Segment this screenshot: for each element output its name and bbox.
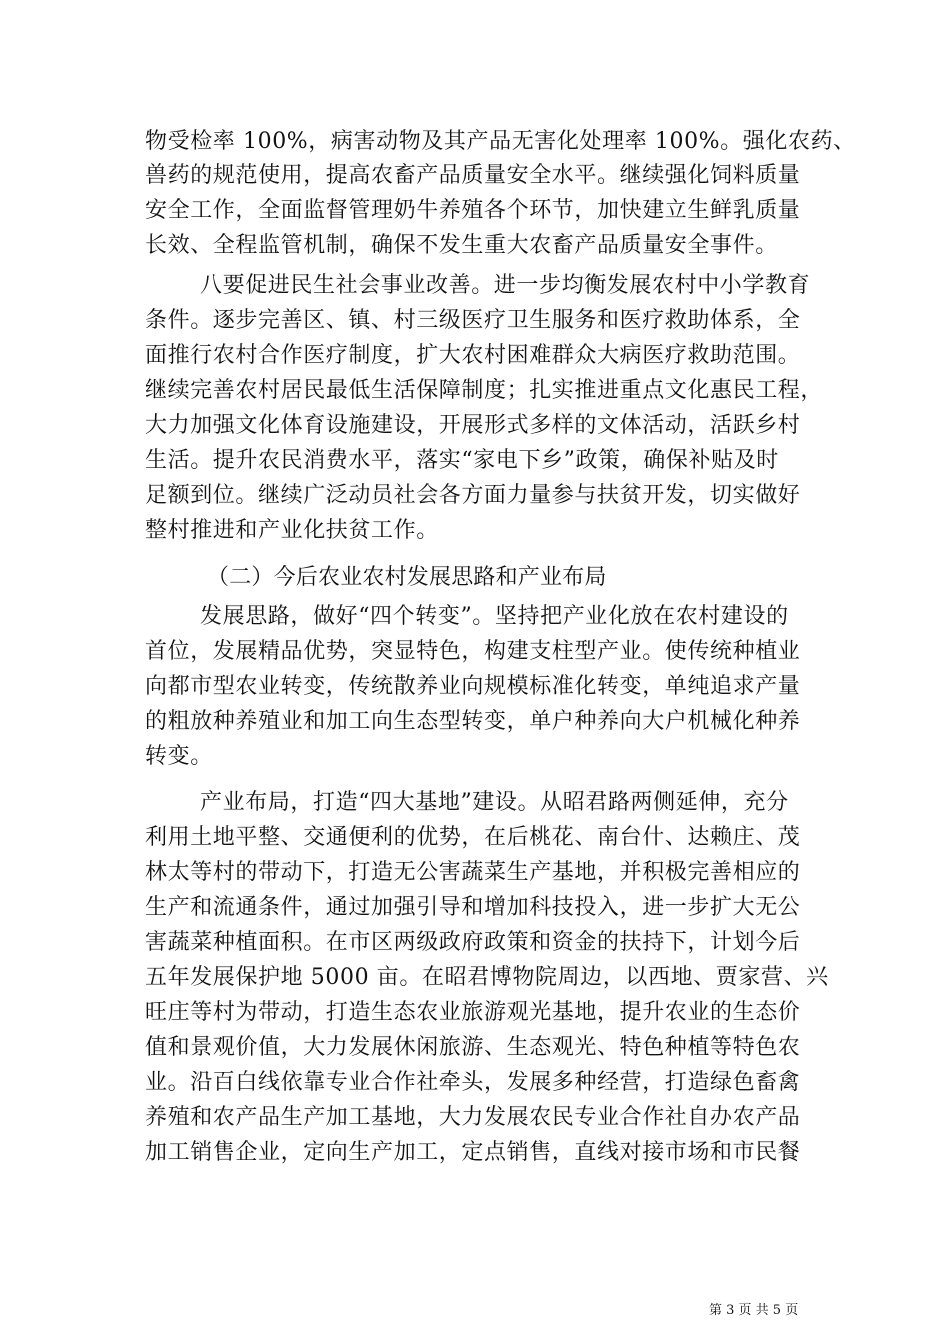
text-line: 继续完善农村居民最低生活保障制度；扎实推进重点文化惠民工程，: [145, 378, 824, 403]
text-line: 发展思路，做好“四个转变”。坚持把产业化放在农村建设的: [200, 604, 789, 629]
text-line: 害蔬菜种植面积。在市区两级政府政策和资金的扶持下，计划今后: [145, 930, 801, 955]
text-line: 兽药的规范使用，提高农畜产品质量安全水平。继续强化饲料质量: [145, 163, 801, 188]
text-line: 值和景观价值，大力发展休闲旅游、生态观光、特色种植等特色农: [145, 1035, 801, 1060]
text-line: 整村推进和产业化扶贫工作。: [145, 518, 439, 543]
text-line: 物受检率 100%，病害动物及其产品无害化处理率 100%。强化农药、: [145, 129, 856, 154]
text-line: 转变。: [145, 744, 213, 769]
text-line: 条件。逐步完善区、镇、村三级医疗卫生服务和医疗救助体系，全: [145, 308, 801, 333]
text-line: 业。沿百白线依靠专业合作社牵头，发展多种经营，打造绿色畜禽: [145, 1070, 801, 1095]
text-line: 林太等村的带动下，打造无公害蔬菜生产基地，并积极完善相应的: [145, 860, 801, 885]
section-heading: （二）今后农业农村发展思路和产业布局: [207, 565, 607, 590]
text-line: 的粗放种养殖业和加工向生态型转变，单户种养向大户机械化种养: [145, 709, 801, 734]
text-line: 面推行农村合作医疗制度，扩大农村困难群众大病医疗救助范围。: [145, 343, 801, 368]
page-number: 第 3 页 共 5 页: [709, 1303, 799, 1318]
text-line: 产业布局，打造“四大基地”建设。从昭君路两侧延伸，充分: [200, 790, 789, 815]
text-line: 安全工作，全面监督管理奶牛养殖各个环节，加快建立生鲜乳质量: [145, 198, 801, 223]
text-line: 首位，发展精品优势，突显特色，构建支柱型产业。使传统种植业: [145, 639, 801, 664]
text-line: 向都市型农业转变，传统散养业向规模标准化转变，单纯追求产量: [145, 674, 801, 699]
text-line: 养殖和农产品生产加工基地，大力发展农民专业合作社自办农产品: [145, 1105, 801, 1130]
text-line: 加工销售企业，定向生产加工，定点销售，直线对接市场和市民餐: [145, 1140, 801, 1165]
text-line: 旺庄等村为带动，打造生态农业旅游观光基地，提升农业的生态价: [145, 1000, 801, 1025]
text-line: 足额到位。继续广泛动员社会各方面力量参与扶贫开发，切实做好: [145, 483, 801, 508]
text-line: 长效、全程监管机制，确保不发生重大农畜产品质量安全事件。: [145, 233, 778, 258]
text-line: 大力加强文化体育设施建设，开展形式多样的文体活动，活跃乡村: [145, 413, 801, 438]
text-line: 八要促进民生社会事业改善。进一步均衡发展农村中小学教育: [200, 273, 811, 298]
text-line: 生产和流通条件，通过加强引导和增加科技投入，进一步扩大无公: [145, 895, 801, 920]
text-line: 利用土地平整、交通便利的优势，在后桃花、南台什、达赖庄、茂: [145, 825, 801, 850]
text-line: 五年发展保护地 5000 亩。在昭君博物院周边，以西地、贾家营、兴: [145, 965, 829, 990]
text-line: 生活。提升农民消费水平，落实“家电下乡”政策，确保补贴及时: [145, 448, 779, 473]
